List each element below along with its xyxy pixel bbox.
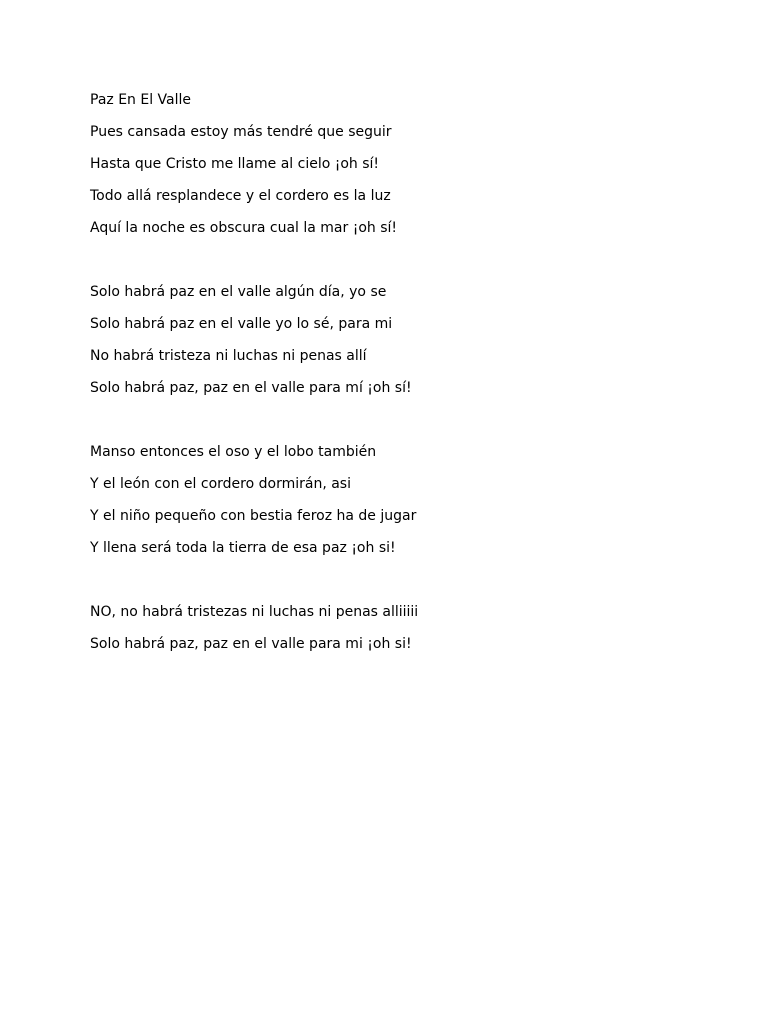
lyric-line: Solo habrá paz en el valle algún día, yo se — [90, 284, 387, 300]
lyric-line: Solo habrá paz, paz en el valle para mi ¡oh si! — [90, 636, 412, 652]
stanza-3 — [90, 442, 690, 570]
lyric-line: Hasta que Cristo me llame al cielo ¡oh sí! — [90, 156, 380, 172]
lyric-line: Solo habrá paz, paz en el valle para mí ¡oh sí! — [90, 380, 412, 396]
lyric-line: Y llena será toda la tierra de esa paz ¡oh si! — [90, 540, 396, 556]
song-lyrics — [90, 90, 690, 666]
song-title: Paz En El Valle — [90, 92, 192, 108]
lyric-line: Y el león con el cordero dormirán, asi — [90, 476, 351, 492]
lyric-line: NO, no habrá tristezas ni luchas ni penas alliiiii — [90, 604, 419, 620]
stanza-4 — [90, 602, 690, 666]
lyric-line: Todo allá resplandece y el cordero es la luz — [90, 188, 391, 204]
lyric-line: Y el niño pequeño con bestia feroz ha de jugar — [90, 508, 417, 524]
lyric-line: Solo habrá paz en el valle yo lo sé, para mi — [90, 316, 393, 332]
lyric-line: Pues cansada estoy más tendré que seguir — [90, 124, 392, 140]
lyric-line: Manso entonces el oso y el lobo también — [90, 444, 377, 460]
lyric-line: Aquí la noche es obscura cual la mar ¡oh sí! — [90, 220, 398, 236]
stanza-1 — [90, 122, 690, 250]
lyric-line: No habrá tristeza ni luchas ni penas allí — [90, 348, 367, 364]
stanza-2 — [90, 282, 690, 410]
